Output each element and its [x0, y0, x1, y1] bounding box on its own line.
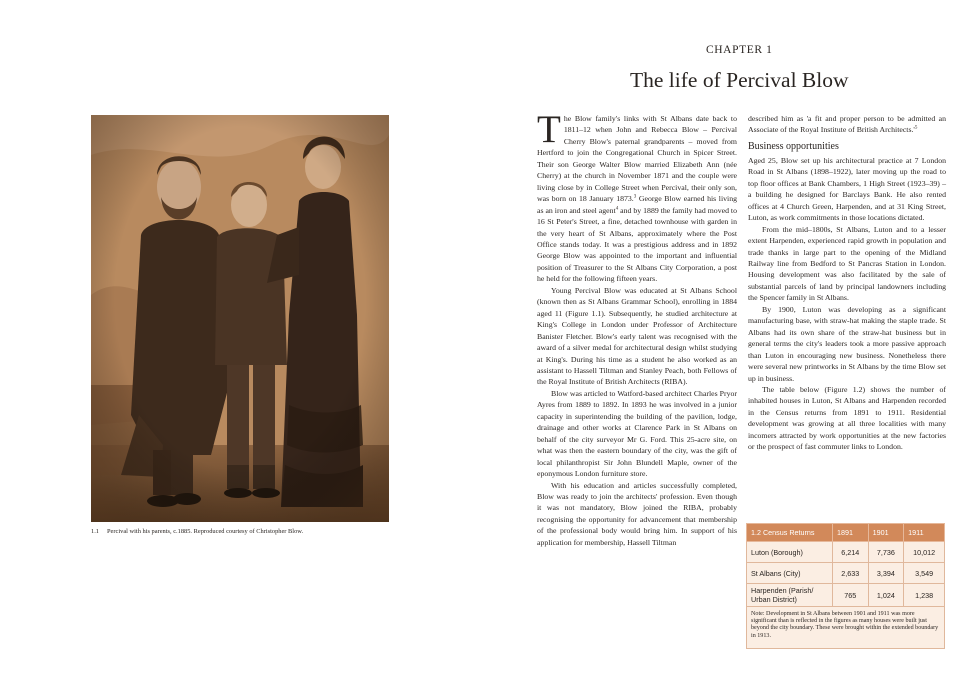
paragraph: Young Percival Blow was educated at St Albans School (known then as St Albans Grammar School), enrolling in 1884 aged 11 (Figure 1.1). Subsequently, he studied architecture at King's College in London under Professor of Architecture Banister Fletcher. Blow's early talent was recognised with the award of a silver medal for architectural design whilst studying at King's. During his time as a student he also worked as an assistant to Hassell Tiltman and Stanley Peach, both Fellows of the Royal Institute of British Architects (RIBA).: [537, 285, 737, 387]
paragraph-text: he Blow family's links with St Albans date back to 1811–12 when John and Rebecca Blow – Percival Cherry Blow's paternal grandparents – moved from Hertford to join the Congregational Church in Spicer Street. Their son George Walter Blow married Elizabeth Ann (née Cherry) at the church in November 1871 and the couple were living close by in College Street when Percival, their only son, was born on 18 January 1873.: [537, 114, 737, 204]
paragraph: [537, 108, 737, 285]
column-header: 1911: [904, 524, 945, 542]
table-row: [747, 584, 945, 607]
paragraph: Blow was articled to Watford-based architect Charles Pryor Ayres from 1889 to 1892. In 1893 he was involved in a junior capacity in superintending the building of the pavilion, lodge, drainage and other works at Clarence Park in St Albans on behalf of the city surveyor Mr G. Ford. This 25-acre site, on what was then the eastern boundary of the city, was the gift of local philanthropist Sir John Blundell Maple, owner of the eponymous London furniture store.: [537, 388, 737, 479]
table-row: [747, 542, 945, 563]
paragraph-text: George Blow earned his living as an iron and steel agent: [537, 194, 737, 215]
text-column-right: [748, 113, 946, 453]
table-cell: 765: [833, 584, 869, 607]
section-heading: Business opportunities: [748, 140, 839, 152]
footnote-ref: 3: [633, 194, 637, 200]
table-cell: 1,238: [904, 584, 945, 607]
table-cell: Luton (Borough): [747, 542, 833, 563]
paragraph: From the mid–1800s, St Albans, Luton and to a lesser extent Harpenden, experienced rapid growth in population and trade thanks in large part to the opening of the Midland Railway line from Bedford to St Pancras Station in London. Housing development was also facilitated by the sale of substantial parcels of land by principal landowners including the Spencer family in St Albans.: [748, 224, 946, 303]
family-photograph: [91, 115, 389, 522]
table-cell: 3,394: [868, 563, 904, 584]
paragraph-text: and by 1889 the family had moved to 16 St Peter's Street, a fine, detached townhouse with garden in the very heart of St Albans, approximately where the Post Office stands today. It was a prestigious address and in 1892 George Blow was appointed to the important and influential position of Treasurer to the St Albans City Corporation, a post he held for the following fifteen years.: [537, 205, 737, 284]
figure-number: 1.1: [91, 528, 99, 535]
column-header: 1891: [833, 524, 869, 542]
figure-caption: [91, 527, 391, 536]
paragraph: By 1900, Luton was developing as a significant manufacturing base, with straw-hat making the staple trade. St Albans had its own share of the straw-hat business but in general terms the city's leaders took a more passive approach than Luton in encouraging new business. Nonetheless there were several new printworks in St Albans by the time Blow set up in business.: [748, 304, 946, 383]
footnote-ref: 4: [615, 206, 619, 212]
paragraph: With his education and articles successfully completed, Blow was ready to join the architects' profession. Even though it was not mandatory, Blow joined the RIBA, probably recognising the opportunity for advancement that membership of the professional body would bring him. In support of his application for membership, Hassell Tiltman: [537, 480, 737, 547]
chapter-title: The life of Percival Blow: [630, 68, 849, 92]
footnote-ref: 5: [914, 125, 918, 131]
table-cell: 1,024: [868, 584, 904, 607]
table-note-row: [747, 607, 945, 649]
table-note: Note: Development in St Albans between 1901 and 1911 was more significant than is reflected in the figures as many houses were built just beyond the city boundary. These were brought within the extended boundary in 1913.: [747, 607, 945, 649]
text-column-left: [537, 108, 737, 548]
table-header-row: [747, 524, 945, 542]
table-cell: 10,012: [904, 542, 945, 563]
table-cell: 3,549: [904, 563, 945, 584]
column-header: 1.2 Census Returns: [747, 524, 833, 542]
table-cell: 2,633: [833, 563, 869, 584]
table-cell: 7,736: [868, 542, 904, 563]
table-cell: 6,214: [833, 542, 869, 563]
paragraph-text: described him as 'a fit and proper person to be admitted an Associate of the Royal Institute of British Architects.': [748, 114, 946, 135]
drop-cap: T: [537, 108, 561, 151]
paragraph: Aged 25, Blow set up his architectural practice at 7 London Road in St Albans (1898–1922), later moving up the road to top floor offices at Bank Chambers, 1 High Street (1923–39) – a building he designed for Barclays Bank. He also rented offices at 4 Church Green, Harpenden, and at 31 King Street, Luton, as work commitments in those locations dictated.: [748, 155, 946, 223]
paragraph: [748, 113, 946, 136]
census-table: [746, 523, 945, 649]
table-row: [747, 563, 945, 584]
column-header: 1901: [868, 524, 904, 542]
figure-caption-text: Percival with his parents, c.1885. Reproduced courtesy of Christopher Blow.: [107, 528, 304, 535]
chapter-label: CHAPTER 1: [706, 44, 773, 56]
paragraph: The table below (Figure 1.2) shows the number of inhabited houses in Luton, St Albans and Harpenden recorded in the Census returns from 1891 to 1911. Residential development was growing at all three localities with many incomers attracted by work opportunities at the new factories or the prospect of fast commuter links to London.: [748, 384, 946, 452]
table-cell: Harpenden (Parish/ Urban District): [747, 584, 833, 607]
table-cell: St Albans (City): [747, 563, 833, 584]
